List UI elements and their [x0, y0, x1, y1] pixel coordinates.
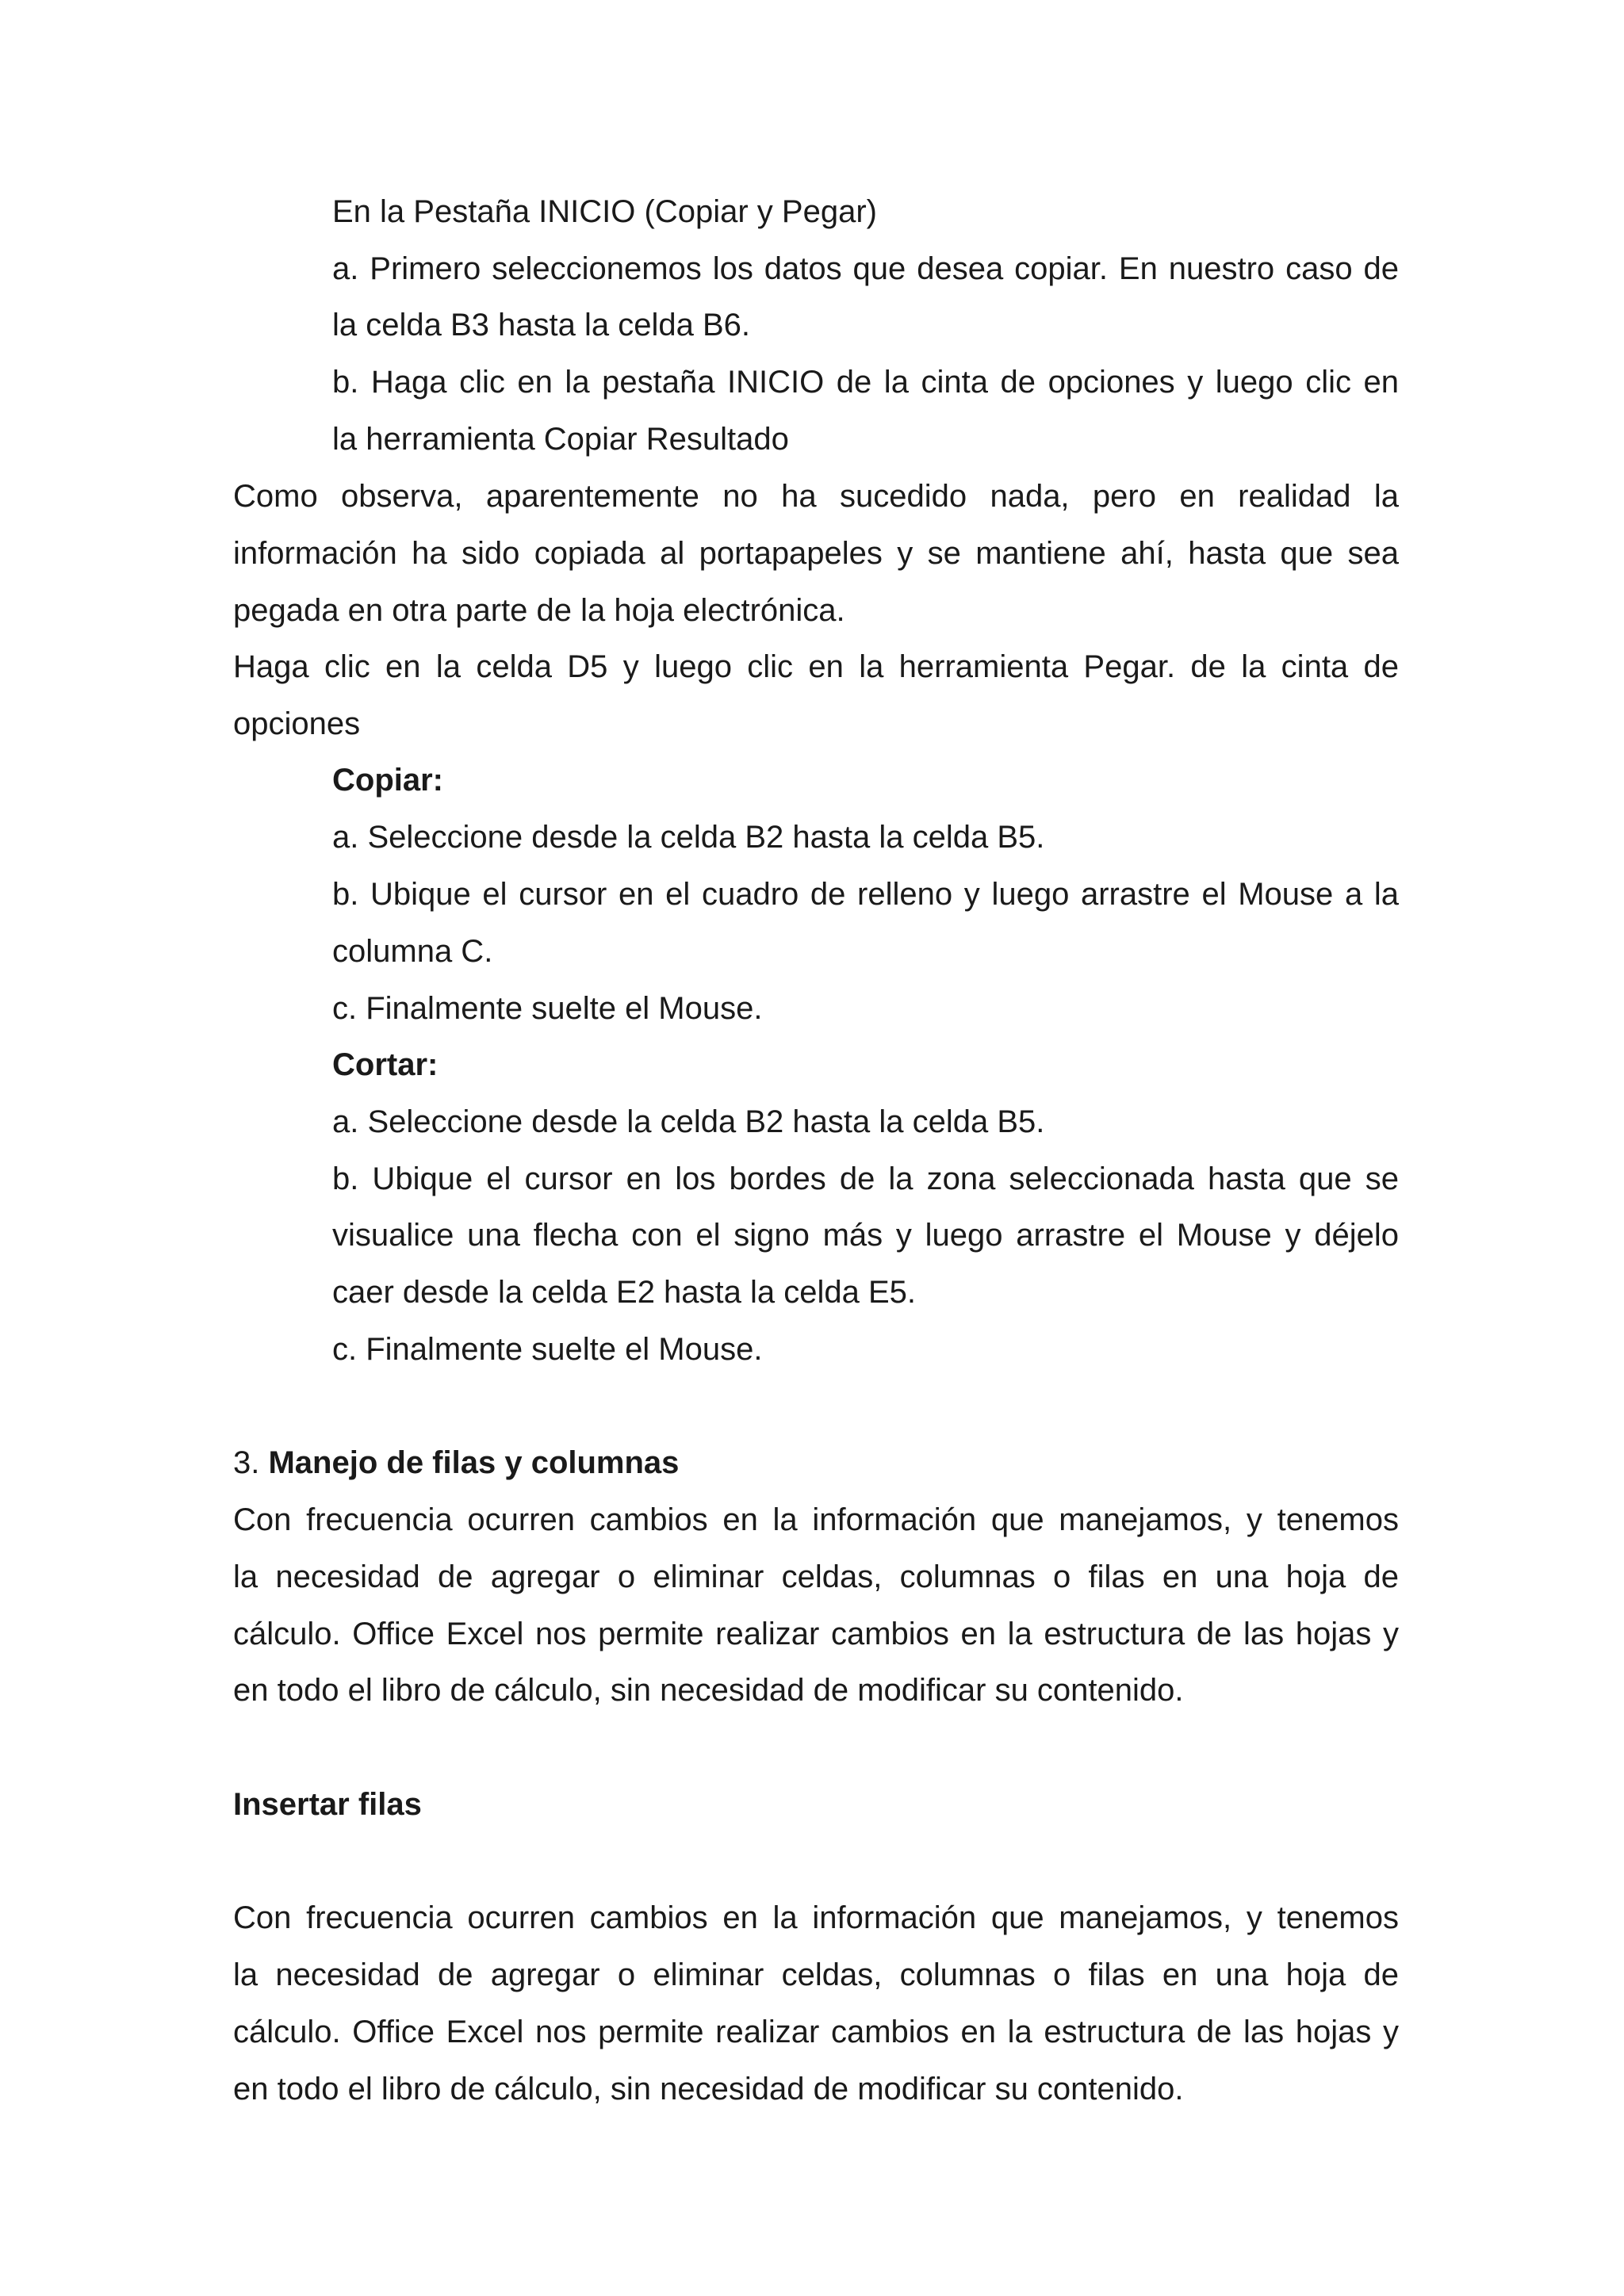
cortar-step-b: b. Ubique el cursor en los bordes de la zona seleccionada hasta que se — [332, 1161, 1399, 1196]
copiar-heading: Copiar: — [332, 763, 443, 798]
cortar-step-b-cont: visualice una flecha con el signo más y luego arrastre el Mouse y déjelo — [332, 1218, 1399, 1253]
paragraph-line: pegada en otra parte de la hoja electrónica. — [233, 593, 845, 628]
copiar-step-a: a. Seleccione desde la celda B2 hasta la celda B5. — [332, 820, 1045, 855]
step-b-line-cont: la herramienta Copiar Resultado — [332, 422, 789, 457]
step-a-line: a. Primero seleccionemos los datos que desea copiar. En nuestro caso de — [332, 251, 1399, 286]
step-b-line: b. Haga clic en la pestaña INICIO de la cinta de opciones y luego clic en — [332, 365, 1399, 400]
paragraph-line: Como observa, aparentemente no ha sucedido nada, pero en realidad la — [233, 479, 1399, 514]
paragraph-line: Con frecuencia ocurren cambios en la información que manejamos, y tenemos — [233, 1900, 1399, 1935]
section-3-heading — [233, 1442, 1399, 1483]
insertar-filas-heading: Insertar filas — [233, 1787, 422, 1822]
section-title: Manejo de filas y columnas — [268, 1445, 680, 1480]
cortar-step-b-cont: caer desde la celda E2 hasta la celda E5. — [332, 1275, 917, 1310]
paragraph-line: opciones — [233, 706, 361, 741]
section-intro-line: En la Pestaña INICIO (Copiar y Pegar) — [332, 194, 877, 229]
paragraph-line: en todo el libro de cálculo, sin necesidad de modificar su contenido. — [233, 2072, 1184, 2107]
paragraph-line: la necesidad de agregar o eliminar celdas, columnas o filas en una hoja de — [233, 1957, 1399, 1992]
cortar-step-a: a. Seleccione desde la celda B2 hasta la celda B5. — [332, 1104, 1045, 1139]
copiar-step-b: b. Ubique el cursor en el cuadro de relleno y luego arrastre el Mouse a la — [332, 877, 1399, 912]
cortar-step-c: c. Finalmente suelte el Mouse. — [332, 1332, 763, 1367]
step-a-line-cont: la celda B3 hasta la celda B6. — [332, 308, 751, 342]
paragraph-line: Con frecuencia ocurren cambios en la información que manejamos, y tenemos — [233, 1502, 1399, 1537]
copiar-step-c: c. Finalmente suelte el Mouse. — [332, 991, 763, 1026]
paragraph-line: cálculo. Office Excel nos permite realizar cambios en la estructura de las hojas y — [233, 2015, 1399, 2049]
paragraph-line: información ha sido copiada al portapapeles y se mantiene ahí, hasta que sea — [233, 536, 1399, 571]
cortar-heading: Cortar: — [332, 1047, 439, 1082]
paragraph-line: Haga clic en la celda D5 y luego clic en la herramienta Pegar. de la cinta de — [233, 649, 1399, 684]
paragraph-line: en todo el libro de cálculo, sin necesidad de modificar su contenido. — [233, 1673, 1184, 1708]
section-number: 3. — [233, 1445, 269, 1480]
paragraph-line: cálculo. Office Excel nos permite realizar cambios en la estructura de las hojas y — [233, 1617, 1399, 1651]
copiar-step-b-cont: columna C. — [332, 934, 493, 969]
paragraph-line: la necesidad de agregar o eliminar celdas, columnas o filas en una hoja de — [233, 1559, 1399, 1594]
